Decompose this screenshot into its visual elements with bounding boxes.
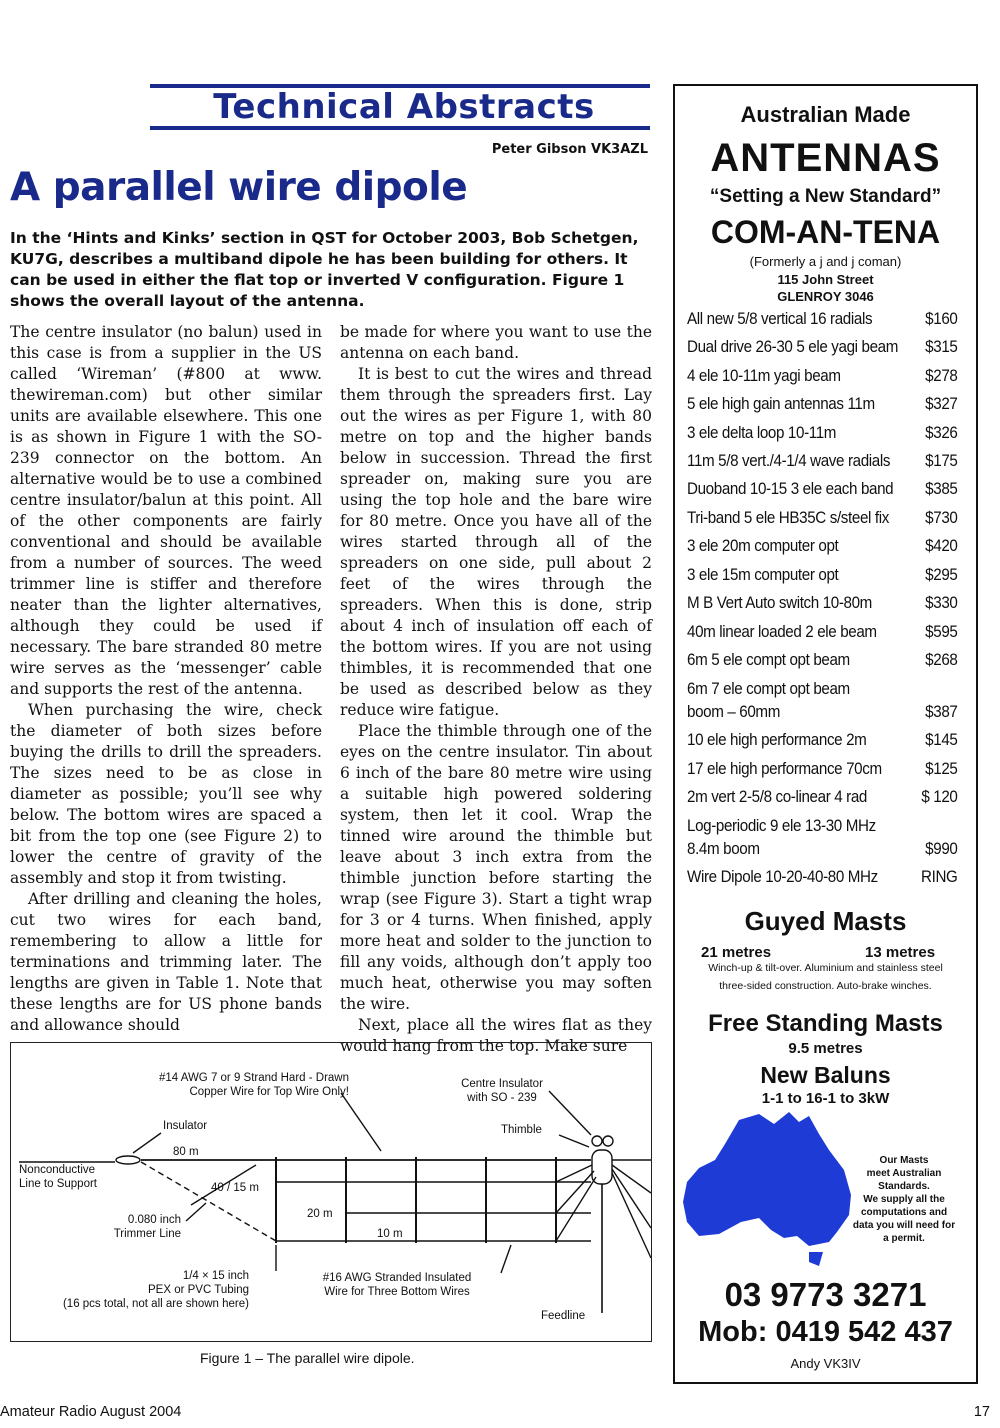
paragraph: After drilling and cleaning the holes, cut two wires for each band, remembering to allow a little for terminations and trimming later. The lengths are given in Table 1. Note that these lengths are for US phone bands and allowance should (10, 890, 322, 1034)
ad-product-name: Duoband 10-15 3 ele each band (687, 480, 894, 498)
section-title: Technical Abstracts (213, 87, 595, 127)
ad-product-row (687, 480, 958, 499)
ad-product-name: M B Vert Auto switch 10-80m (687, 594, 872, 612)
ad-guyed-21: 21 metres (701, 944, 772, 961)
ad-product-row (687, 537, 958, 556)
ad-city: GLENROY 3046 (777, 289, 874, 304)
ad-brand: COM-AN-TENA (710, 214, 941, 250)
ad-product-price: RING (920, 868, 958, 886)
article-column-1 (10, 322, 322, 1036)
paragraph: When purchasing the wire, check the diameter of both sizes before buying the drills to drill the spreaders. The sizes need to be as close in diameter as possible; you’ll see why below. The bottom wires are spaced a bit from the top one (see Figure 2) to lower the centre of gravity of the assembly and stop it from twisting. (10, 701, 322, 887)
ad-product-price: $295 (925, 566, 958, 584)
ad-guyed-desc-2: three-sided construction. Auto-brake winches. (719, 980, 932, 992)
ad-product-name: 3 ele 15m computer opt (687, 566, 839, 584)
ad-baluns-title: New Baluns (760, 1062, 891, 1088)
ad-product-price: $387 (925, 703, 958, 721)
footer-publication: Amateur Radio August 2004 (0, 1404, 182, 1420)
label-feedline: Feedline (541, 1310, 586, 1322)
ad-product-price: $315 (925, 338, 958, 356)
ad-product-row (687, 367, 958, 386)
ad-product-row (687, 594, 958, 613)
ad-product-name: boom – 60mm (687, 703, 780, 721)
ad-product-name: All new 5/8 vertical 16 radials (687, 310, 873, 328)
ad-product-name: Log-periodic 9 ele 13-30 MHz (687, 817, 876, 835)
ad-product-price: $730 (925, 509, 958, 527)
ad-product-price: $ 120 (921, 788, 958, 806)
ad-product-name: Dual drive 26-30 5 ele yagi beam (687, 338, 898, 356)
ad-product-row (687, 424, 958, 443)
ad-product-row (687, 623, 958, 642)
article-intro: In the ‘Hints and Kinks’ section in QST for October 2003, Bob Schetgen, KU7G, describes a multiband dipole he has been building for others. It can be used in either the flat top or inverted V configuration. Figure 1 shows the overall layout of the antenna. (10, 229, 639, 310)
paragraph: Place the thimble through one of the eyes on the centre insulator. Tin about 6 inch of the bare 80 metre wire using a suitable high powered soldering system, then let it cool. Wrap the tinned wire around the thimble but leave about 3 inch extra from the thimble junction before starting the wrap (see Figure 3). Start a tight wrap for 3 or 4 turns. When finished, apply more heat and solder to the junction to fill any voids, although don’t apply too much heat, otherwise you may soften the wire. (340, 722, 652, 1013)
ad-guyed-title: Guyed Masts (744, 906, 907, 936)
ad-product-price: $278 (925, 367, 958, 385)
ad-free-title: Free Standing Masts (708, 1010, 943, 1037)
ad-contact: Andy VK3IV (790, 1356, 861, 1371)
paragraph: The centre insulator (no balun) used in this case is from a supplier in the US called ‘Wireman’ (#800 at www. thewireman.com) but other similar units are available elsewhere. This one is as shown in Figure 1 with the SO-239 connector on the bottom. An alternative would be to use a combined centre insulator/balun at this point. All of the other components are fairly conventional and should be available from a number of sources. The weed trimmer line is stiffer and therefore neater than the lighter alternatives, although they could be used if necessary. The bare stranded 80 metre wire serves as the ‘messenger’ cable and supports the rest of the antenna. (10, 323, 322, 698)
article-column-2 (340, 322, 652, 1057)
ad-free-sub: 9.5 metres (788, 1040, 863, 1057)
figure-1-diagram (10, 1042, 652, 1342)
ad-product-row (687, 788, 958, 807)
ad-product-name: Wire Dipole 10-20-40-80 MHz (687, 868, 878, 886)
ad-product-row (687, 395, 958, 414)
end-insulator (116, 1156, 140, 1164)
ad-guyed-13: 13 metres (865, 944, 936, 961)
ad-product-name: 3 ele delta loop 10-11m (687, 424, 837, 442)
ad-product-price: $420 (925, 537, 958, 555)
label-top-wire: #14 AWG 7 or 9 Strand Hard - Drawn Copper Wire for Top Wire Only! (158, 1072, 349, 1098)
ad-product-row (687, 651, 958, 670)
ad-product-row (687, 566, 958, 585)
ad-product-row (687, 310, 958, 329)
label-trimmer-line: 0.080 inch Trimmer Line (113, 1214, 181, 1240)
ad-slogan: “Setting a New Standard” (709, 186, 942, 207)
ad-product-name: 4 ele 10-11m yagi beam (687, 367, 841, 385)
label-centre-insulator: Centre Insulator with SO - 239 (461, 1078, 543, 1104)
ad-product-price: $326 (925, 424, 958, 442)
ad-product-name: Tri-band 5 ele HB35C s/steel fix (687, 509, 889, 527)
ad-product-row (687, 509, 958, 528)
ad-product-price: $160 (925, 310, 958, 328)
paragraph: It is best to cut the wires and thread them through the spreaders first. Lay out the wires as per Figure 1, with 80 metre on top and the higher bands below in succession. Thread the first spreader on, making sure you are using the top hole and the bare wire for 80 metre. Once you have all of the wires started through all of the spreaders on one side, pull about 2 feet of the wires through the spreaders. When this is done, strip about 4 inch of insulation off each of the bottom wires. If you are not using thimbles, it is recommended that one be used as described below as they reduce wire fatigue. (340, 365, 652, 719)
ad-product-price: $125 (925, 760, 958, 778)
ad-product-name: 6m 5 ele compt opt beam (687, 651, 850, 669)
paragraph: Next, place all the wires flat as they would hang from the top. Make sure (340, 1016, 652, 1055)
ad-product-row (687, 840, 958, 859)
ad-product-price: $327 (925, 395, 958, 413)
ad-formerly: (Formerly a j and j coman) (749, 254, 902, 269)
ad-product-name: 10 ele high performance 2m (687, 731, 867, 749)
ad-street: 115 John Street (777, 272, 874, 287)
ad-line-2: ANTENNAS (710, 136, 941, 180)
ad-product-price: $175 (925, 452, 958, 470)
ad-product-name: 5 ele high gain antennas 11m (687, 395, 875, 413)
ad-product-price: $145 (925, 731, 958, 749)
ad-product-row (687, 703, 958, 722)
ad-product-name: 17 ele high performance 70cm (687, 760, 882, 778)
article-title: A parallel wire dipole (10, 165, 468, 210)
ad-product-row (687, 868, 958, 887)
ad-baluns-sub: 1-1 to 16-1 to 3kW (761, 1090, 890, 1107)
label-thimble: Thimble (501, 1124, 542, 1136)
ad-product-row (687, 452, 958, 471)
ad-product-name: 40m linear loaded 2 ele beam (687, 623, 877, 641)
ad-product-row (687, 760, 958, 779)
ad-product-name: 8.4m boom (687, 840, 760, 858)
ad-product-name: 2m vert 2-5/8 co-linear 4 rad (687, 788, 868, 806)
page-number: 17 (973, 1404, 990, 1420)
ad-product-row (687, 680, 941, 699)
label-40-15m: 40 / 15 m (211, 1182, 259, 1194)
ad-product-row (687, 731, 958, 750)
label-pex-tubing: 1/4 × 15 inch PEX or PVC Tubing (16 pcs total, not all are shown here) (62, 1270, 249, 1310)
figure-caption: Figure 1 – The parallel wire dipole. (200, 1350, 415, 1366)
ad-product-price: $268 (925, 651, 958, 669)
ad-product-row (687, 817, 941, 836)
ad-guyed-desc-1: Winch-up & tilt-over. Aluminium and stainless steel (708, 962, 943, 974)
byline: Peter Gibson VK3AZL (491, 142, 648, 157)
label-80m: 80 m (173, 1146, 199, 1158)
label-insulator: Insulator (163, 1120, 208, 1132)
antenna-advertisement (673, 84, 978, 1384)
ad-product-name: 3 ele 20m computer opt (687, 537, 839, 555)
ad-line-1: Australian Made (740, 102, 911, 127)
ad-mobile: Mob: 0419 542 437 (698, 1316, 953, 1348)
label-20m: 20 m (307, 1208, 333, 1220)
ad-product-price: $595 (925, 623, 958, 641)
ad-product-row (687, 338, 958, 357)
ad-product-name: 11m 5/8 vert./4-1/4 wave radials (687, 452, 891, 470)
ad-product-price: $330 (925, 594, 958, 612)
label-nonconductive: Nonconductive Line to Support (19, 1164, 98, 1190)
ad-product-price: $990 (925, 840, 958, 858)
paragraph: be made for where you want to use the antenna on each band. (340, 323, 652, 362)
ad-standards-text: Our Masts meet Australian Standards. We supply all the computations and data you will need for a permit. (852, 1155, 956, 1244)
ad-product-price: $385 (925, 480, 958, 498)
label-bottom-wires: #16 AWG Stranded Insulated Wire for Three Bottom Wires (322, 1272, 472, 1298)
ad-phone: 03 9773 3271 (724, 1276, 927, 1313)
label-10m: 10 m (377, 1228, 403, 1240)
ad-product-name: 6m 7 ele compt opt beam (687, 680, 850, 698)
